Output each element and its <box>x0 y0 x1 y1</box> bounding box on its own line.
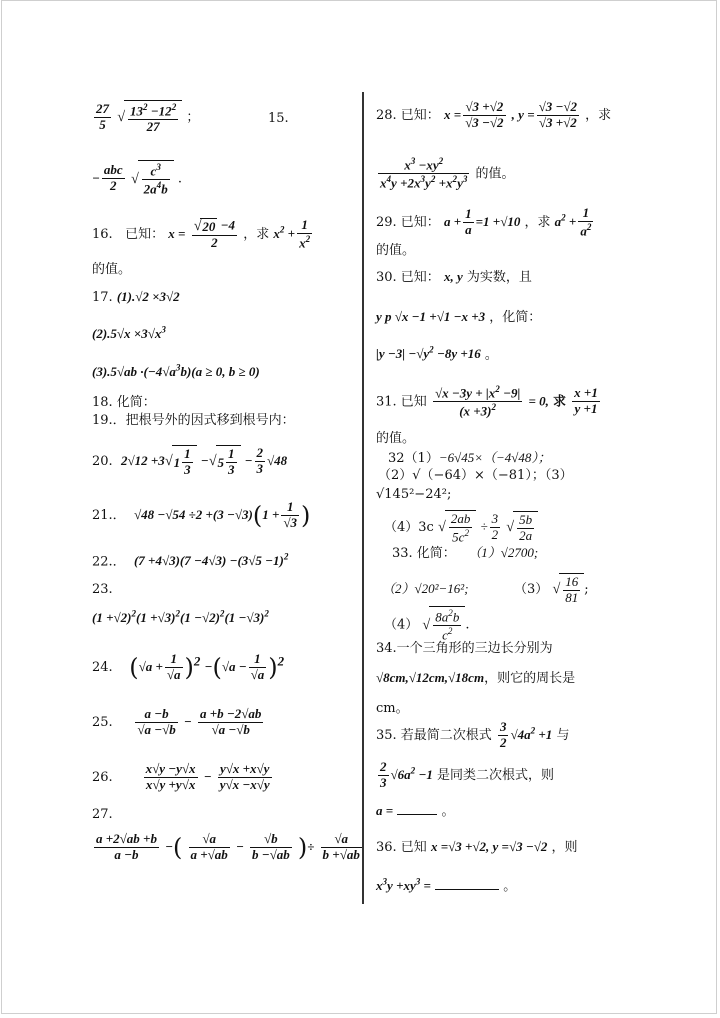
problem-32-3: √145²−24²; <box>376 487 452 502</box>
problem-19: 19.．把根号外的因式移到根号内： <box>92 413 295 428</box>
problem-22: 22.． $(7 +4√3)(7 -4√3) -(3√5 -1)^2$ <box>92 552 289 570</box>
problem-33-4: （4） √ $\frac{8a^2b}{c^2}$ . <box>384 608 470 643</box>
problem-16-end: 的值。 <box>92 262 132 277</box>
problem-25: 25. $\frac{a -b}{√a -√b}$ − $\frac{a +b -2√ab}{√a -√b}$ <box>92 706 262 737</box>
problem-30-line3: $|y -3| -√y^2 -8y +16$ 。 <box>376 345 498 363</box>
problem-33: 33. 化简： （1）√2700; <box>392 545 539 561</box>
problem-35-line2: $\frac{2}{3}$ $√6a^2 -1$ 是同类二次根式，则 <box>380 759 554 790</box>
problem-24: 24. (√a + $\frac{1}{√a}$ )$^2$ −(√a − $\frac{1}{√a}$ )$^2$ <box>92 651 285 682</box>
column-divider <box>362 92 364 904</box>
problem-27-expr: $\frac{a +2√ab +b}{a -b}$ −( $\frac{√a}{a +√ab}$ − $\frac{√b}{b -√ab}$ )÷ $\frac{√a}{b +√ab}$ <box>96 831 360 862</box>
problem-29: 29. 已知： a + $\frac{1}{a}$ =1 +√10 ，求 $a^2$ + $\frac{1}{a^2}$ <box>376 205 592 239</box>
problem-31-end: 的值。 <box>376 431 416 446</box>
problem-17-3: $(3).5√ab \cdot(-4√a^3b)(a \ge 0$, b ≥ 0) <box>92 363 260 380</box>
problem-36-answer[interactable]: $x^3y +xy^3$ = 。 <box>376 876 517 894</box>
problem-34-unit: cm。 <box>376 701 409 716</box>
problem-28: 28. 已知： x = $\frac{√3 +√2}{√3 -√2}$ , y = $\frac{√3 -√2}{√3 +√2}$ ，求 <box>376 99 612 130</box>
problem-30-line2: y p √x −1 +√1 −x +3 ，化简： <box>376 309 542 325</box>
problem-23-expr: $(1 +√2)^2(1 +√3)^2(1 -√2)^2(1 -√3)^2$ <box>92 609 269 626</box>
problem-34-line2: √8cm,√12cm,√18cm，则它的周长是 <box>376 670 576 686</box>
problem-28-expr: $\frac{x^3 -xy^2}{x^4y +2x^3y^2 +x^2y^3}$ 的值。 <box>380 156 515 191</box>
problem-23: 23. <box>92 582 113 597</box>
problem-27: 27. <box>92 807 113 822</box>
problem-35: 35. 若最简二次根式 $\frac{3}{2}$ $√4a^2 +1$ 与 <box>376 719 570 750</box>
problem-17-2: $(2).5√x \times 3√x^3$ <box>92 325 166 342</box>
answer-blank-35 <box>397 802 437 815</box>
problem-14-expr: $\frac{27}{5}$ √ $\frac{13^2 -12^2}{27}$ ； <box>96 101 200 135</box>
problem-16: 16. 已知： x = √ 20 −4 2 ，求 $x^2$ + $\frac{1}{x^2}$ <box>92 217 311 251</box>
problem-15-expr: − $\frac{\text{abc}}{2}$ √ $\frac{c^3}{2a^4b}$ . <box>92 162 182 197</box>
problem-35-answer[interactable]: a = 。 <box>376 803 455 819</box>
problem-26: 26. $\frac{x√y -y√x}{x√y +y√x}$ − $\frac{y√x +x√y}{y√x -x√y}$ <box>92 761 270 792</box>
problem-20: 20. 2√12 +3 √ 1 $\frac{1}{3}$ − √ 5 $\frac{1}{3}$ − $\frac{2}{3}$ √48 <box>92 445 288 477</box>
problem-32-4: （4）3c √ $\frac{2ab}{5c^2}$ ÷ $\frac{3}{2}$ √ $\frac{5b}{2a}$ <box>384 510 538 545</box>
problem-15-number: 15. <box>268 111 289 126</box>
problem-32-2: （2）√（−64）×（−81）；（3） <box>378 468 573 483</box>
problem-32-1: 32（1）−6√45×（−4√48）； <box>388 450 551 466</box>
problem-36: 36. 已知 x =√3 +√2, y =√3 −√2 ，则 <box>376 839 578 855</box>
problem-33-2: （2）√20²−16²; （3） √ $\frac{16}{81}$ ; <box>382 574 589 605</box>
problem-31: 31. 已知 $\frac{√x -3y + |x^2 -9|}{(x +3)^2}$ = 0, 求 $\frac{x +1}{y +1}$ <box>376 384 598 419</box>
problem-29-end: 的值。 <box>376 243 416 258</box>
problem-34: 34.一个三角形的三边长分别为 <box>376 641 553 656</box>
problem-21: 21.． √48 −√54 ÷2 +(3 −√3)(1 + $\frac{1}{√3}$ ) <box>92 499 311 530</box>
answer-blank-36 <box>435 877 499 890</box>
problem-18: 18. 化简： <box>92 395 156 410</box>
problem-30: 30. 已知： x, y 为实数，且 <box>376 269 532 285</box>
problem-17: 17. (1).√2 ×3√2 <box>92 289 180 305</box>
